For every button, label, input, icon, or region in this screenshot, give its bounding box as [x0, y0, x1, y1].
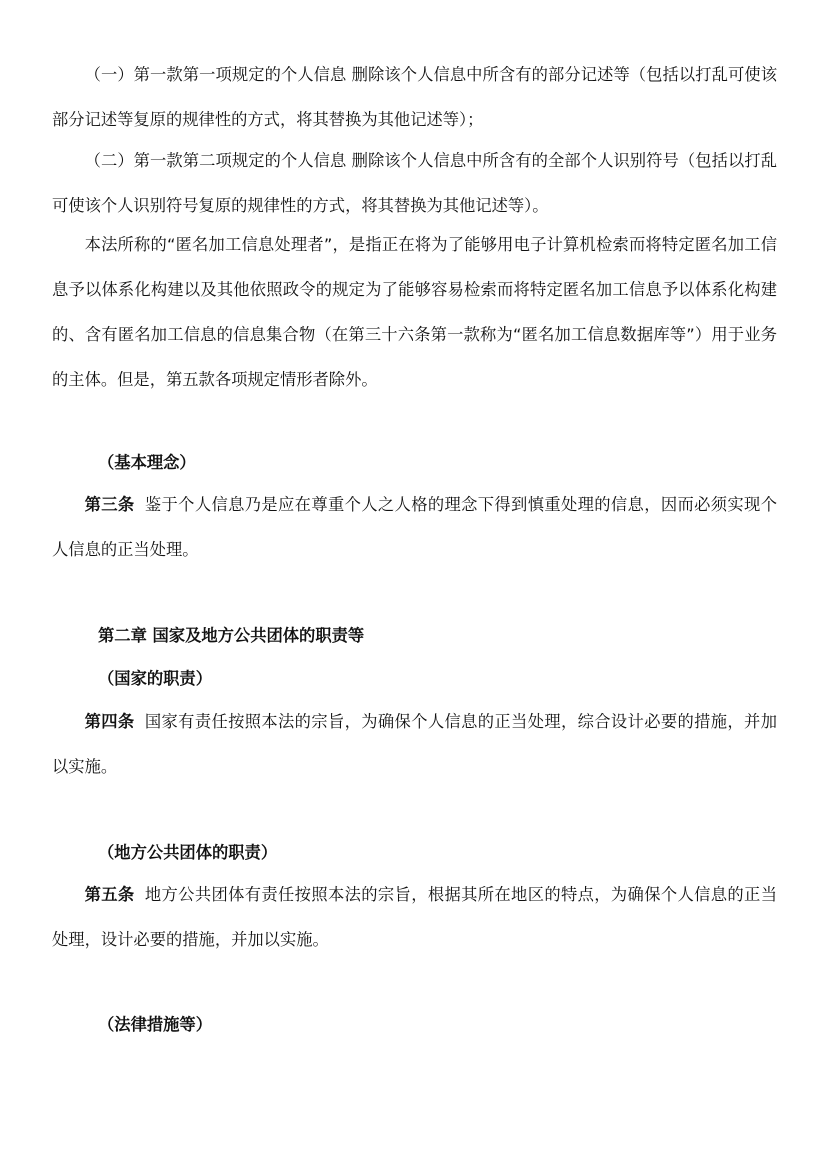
article-5-label: 第五条 [84, 885, 135, 904]
section-heading-basic-principle: （基本理念） [98, 453, 196, 472]
article-4-label: 第四条 [84, 712, 135, 731]
article-3 [52, 482, 777, 572]
section-heading-local-duty: （地方公共团体的职责） [98, 843, 278, 862]
article-4 [52, 699, 777, 789]
section-heading-legal-measures: （法律措施等） [98, 1015, 212, 1034]
paragraph-item-2: （二）第一款第二项规定的个人信息 删除该个人信息中所含有的全部个人识别符号（包括以打乱可使该个人识别符号复原的规律性的方式，将其替换为其他记述等）。 [52, 151, 777, 215]
paragraph-item-1: （一）第一款第一项规定的个人信息 删除该个人信息中所含有的部分记述等（包括以打乱可使该部分记述等复原的规律性的方式，将其替换为其他记述等）； [52, 65, 777, 129]
article-3-text: 鉴于个人信息乃是应在尊重个人之人格的理念下得到慎重处理的信息，因而必须实现个人信息的正当处理。 [52, 495, 777, 559]
chapter-heading-2: 第二章 国家及地方公共团体的职责等 [98, 626, 365, 645]
article-4-text: 国家有责任按照本法的宗旨，为确保个人信息的正当处理，综合设计必要的措施，并加以实施。 [52, 712, 777, 776]
article-5 [52, 872, 777, 962]
section-heading-state-duty: （国家的职责） [98, 669, 212, 688]
article-5-text: 地方公共团体有责任按照本法的宗旨，根据其所在地区的特点，为确保个人信息的正当处理，设计必要的措施，并加以实施。 [52, 885, 777, 949]
paragraph-anonymized-info-handler: 本法所称的“匿名加工信息处理者”，是指正在将为了能够用电子计算机检索而将特定匿名加工信息予以体系化构建以及其他依照政令的规定为了能够容易检索而将特定匿名加工信息予以体系化构建的、含有匿名加工信息的信息集合物（在第三十六条第一款称为“匿名加工信息数据库等”）用于业务的主体。但是，第五款各项规定情形者除外。 [52, 235, 777, 389]
article-3-label: 第三条 [84, 495, 135, 514]
